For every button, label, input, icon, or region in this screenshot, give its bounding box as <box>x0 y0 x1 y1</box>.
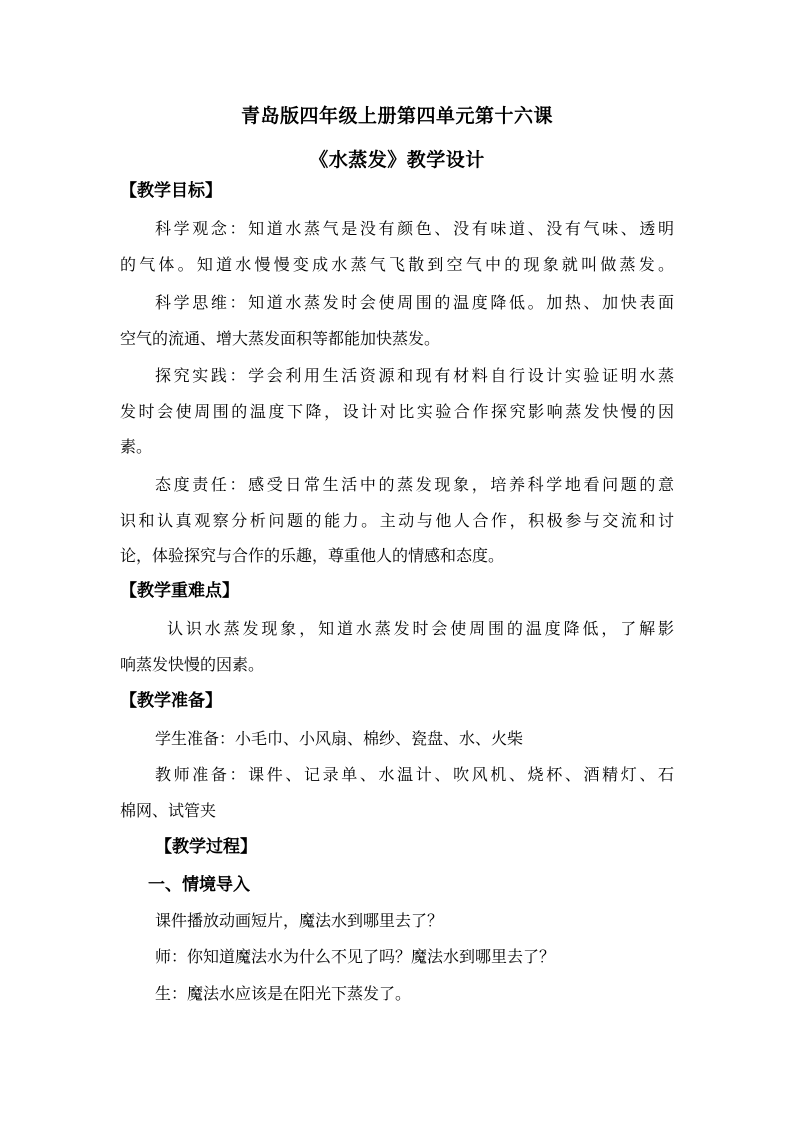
paragraph-line: 棉网、试管夹 <box>120 801 217 820</box>
section-heading-preparation: 【教学准备】 <box>120 691 222 711</box>
paragraph-line: 课件播放动画短片，魔法水到哪里去了？ <box>155 911 444 930</box>
paragraph-line: 教师准备：课件、记录单、水温计、吹风机、烧杯、酒精灯、石 <box>155 765 674 784</box>
paragraph-line: 学生准备：小毛巾、小风扇、棉纱、瓷盘、水、火柴 <box>155 729 524 748</box>
section-heading-process: 【教学过程】 <box>155 837 257 857</box>
subsection-heading-intro: 一、情境导入 <box>148 875 250 895</box>
paragraph-line: 态度责任：感受日常生活中的蒸发现象，培养科学地看问题的意 <box>155 475 674 494</box>
paragraph-line: 发时会使周围的温度下降，设计对比实验合作探究影响蒸发快慢的因 <box>120 402 674 421</box>
paragraph-line: 科学观念：知道水蒸气是没有颜色、没有味道、没有气味、透明 <box>155 219 674 238</box>
paragraph-line: 响蒸发快慢的因素。 <box>120 655 265 674</box>
section-heading-key-points: 【教学重难点】 <box>120 581 239 601</box>
paragraph-line: 科学思维：知道水蒸发时会使周围的温度降低。加热、加快表面 <box>155 293 674 312</box>
document-title: 青岛版四年级上册第四单元第十六课 <box>240 105 553 127</box>
paragraph-line: 的气体。知道水慢慢变成水蒸气飞散到空气中的现象就叫做蒸发。 <box>120 255 674 274</box>
paragraph-line: 识和认真观察分析问题的能力。主动与他人合作，积极参与交流和讨 <box>120 511 674 530</box>
paragraph-line: 素。 <box>120 437 153 456</box>
paragraph-line: 探究实践：学会利用生活资源和现有材料自行设计实验证明水蒸 <box>155 366 674 385</box>
section-heading-objectives: 【教学目标】 <box>120 181 222 201</box>
document-subtitle: 《水蒸发》教学设计 <box>309 149 485 171</box>
paragraph-line: 生：魔法水应该是在阳光下蒸发了。 <box>155 984 412 1003</box>
paragraph-line: 师：你知道魔法水为什么不见了吗？魔法水到哪里去了？ <box>155 947 556 966</box>
paragraph-line: 论，体验探究与合作的乐趣，尊重他人的情感和态度。 <box>120 546 505 565</box>
paragraph-line: 认识水蒸发现象，知道水蒸发时会使周围的温度降低，了解影 <box>167 619 674 638</box>
paragraph-line: 空气的流通、增大蒸发面积等都能加快蒸发。 <box>120 329 441 348</box>
